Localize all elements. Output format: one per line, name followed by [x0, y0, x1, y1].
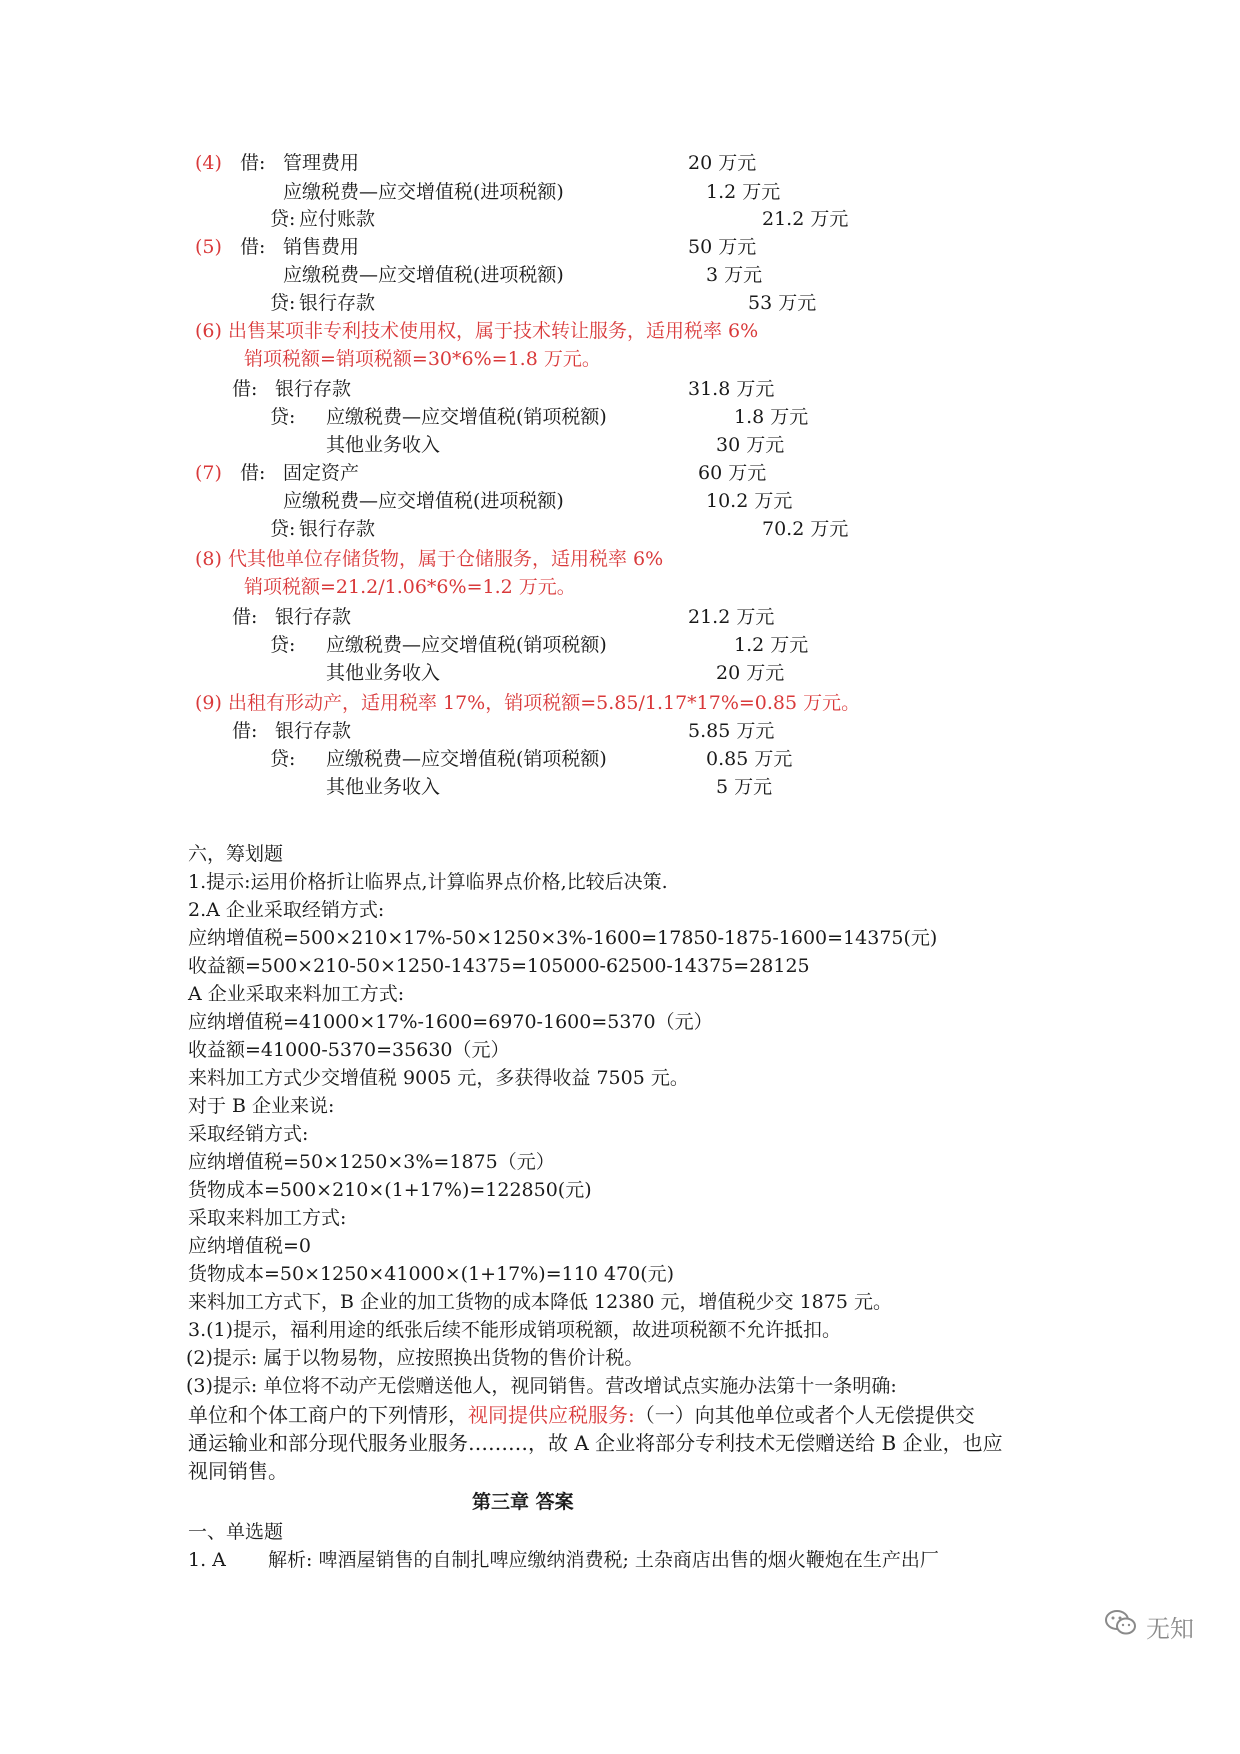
debit-label: 借:	[240, 152, 266, 174]
amount: 30 万元	[716, 434, 785, 456]
debit-label: 借:	[232, 606, 258, 628]
amount: 3 万元	[706, 264, 763, 286]
debit-label: 借:	[240, 462, 266, 484]
amount: 5 万元	[716, 776, 773, 798]
planning-line: 采取经销方式:	[188, 1123, 309, 1145]
credit-label: 贷:	[270, 406, 296, 428]
credit-label: 贷:	[270, 748, 296, 770]
amount: 0.85 万元	[706, 748, 793, 770]
amount: 50 万元	[688, 236, 757, 258]
account-name: 其他业务收入	[326, 776, 441, 798]
amount: 70.2 万元	[762, 518, 849, 540]
amount: 31.8 万元	[688, 378, 775, 400]
planning-line: 2.A 企业采取经销方式:	[188, 899, 385, 921]
planning-line: 货物成本=50×1250×41000×(1+17%)=110 470(元)	[188, 1263, 675, 1285]
debit-label: 借:	[232, 378, 258, 400]
section-heading: 一、单选题	[188, 1521, 284, 1543]
planning-line: A 企业采取来料加工方式:	[188, 983, 405, 1005]
account-name: 应缴税费—应交增值税(进项税额)	[283, 181, 564, 203]
amount: 60 万元	[698, 462, 767, 484]
entry-note: (8) 代其他单位存储货物，属于仓储服务，适用税率 6%	[195, 548, 664, 570]
planning-line: 来料加工方式下，B 企业的加工货物的成本降低 12380 元，增值税少交 1875 元。	[188, 1291, 892, 1313]
para-a: 单位和个体工商户的下列情形，	[188, 1403, 468, 1427]
planning-line: 应纳增值税=50×1250×3%=1875（元）	[188, 1151, 555, 1173]
amount: 20 万元	[716, 662, 785, 684]
planning-line: 收益额=41000-5370=35630（元）	[188, 1039, 510, 1061]
entry-number: (7)	[195, 462, 222, 484]
account-name: 银行存款	[299, 518, 376, 540]
account-name: 管理费用	[283, 152, 360, 174]
planning-line: 货物成本=500×210×(1+17%)=122850(元)	[188, 1179, 592, 1201]
planning-line: 来料加工方式少交增值税 9005 元，多获得收益 7505 元。	[188, 1067, 689, 1089]
entry-note: (9) 出租有形动产，适用税率 17%，销项税额=5.85/1.17*17%=0.85 万元。	[195, 692, 861, 714]
amount: 1.8 万元	[734, 406, 809, 428]
planning-line: (3)提示: 单位将不动产无偿赠送他人，视同销售。营改增试点实施办法第十一条明确:	[186, 1375, 897, 1397]
entry-number: (4)	[195, 152, 222, 174]
amount: 1.2 万元	[734, 634, 809, 656]
planning-line: (2)提示: 属于以物易物，应按照换出货物的售价计税。	[186, 1347, 644, 1369]
planning-line: 对于 B 企业来说:	[188, 1095, 335, 1117]
entry-note: 销项税额=销项税额=30*6%=1.8 万元。	[244, 348, 601, 370]
account-name: 应缴税费—应交增值税(销项税额)	[326, 748, 607, 770]
account-name: 其他业务收入	[326, 434, 441, 456]
account-name: 固定资产	[283, 462, 360, 484]
credit-label: 贷:	[270, 518, 296, 540]
amount: 53 万元	[748, 292, 817, 314]
account-name: 应缴税费—应交增值税(销项税额)	[326, 634, 607, 656]
planning-line: 应纳增值税=500×210×17%-50×1250×3%-1600=17850-1875-1600=14375(元)	[188, 927, 938, 949]
chapter-title: 第三章 答案	[472, 1491, 574, 1513]
account-name: 应缴税费—应交增值税(销项税额)	[326, 406, 607, 428]
watermark	[1104, 1606, 1214, 1646]
account-name: 银行存款	[275, 606, 352, 628]
question-1-number: 1. A	[188, 1549, 226, 1571]
planning-line: 3.(1)提示，福利用途的纸张后续不能形成销项税额，故进项税额不允许抵扣。	[188, 1319, 842, 1341]
planning-heading: 六，筹划题	[188, 843, 284, 865]
account-name: 银行存款	[299, 292, 376, 314]
account-name: 应付账款	[299, 208, 376, 230]
entry-note: 销项税额=21.2/1.06*6%=1.2 万元。	[244, 576, 576, 598]
planning-line: 应纳增值税=0	[188, 1235, 312, 1257]
planning-paragraph-3: 视同销售。	[188, 1459, 288, 1483]
amount: 21.2 万元	[688, 606, 775, 628]
planning-line: 采取来料加工方式:	[188, 1207, 347, 1229]
para-b: （一）向其他单位或者个人无偿提供交	[634, 1403, 975, 1427]
credit-label: 贷:	[270, 292, 296, 314]
entry-note: (6) 出售某项非专利技术使用权，属于技术转让服务，适用税率 6%	[195, 320, 759, 342]
wechat-icon	[1104, 1609, 1138, 1643]
question-1-text: 解析: 啤酒屋销售的自制扎啤应缴纳消费税; 土杂商店出售的烟火鞭炮在生产出厂	[268, 1549, 939, 1571]
planning-line: 收益额=500×210-50×1250-14375=105000-62500-14375=28125	[188, 955, 810, 977]
account-name: 销售费用	[283, 236, 360, 258]
amount: 1.2 万元	[706, 181, 781, 203]
amount: 5.85 万元	[688, 720, 775, 742]
planning-line: 1.提示:运用价格折让临界点,计算临界点价格,比较后决策.	[188, 871, 668, 893]
para-red: 视同提供应税服务:	[468, 1403, 635, 1427]
watermark-text: 无知	[1146, 1614, 1194, 1643]
account-name: 银行存款	[275, 378, 352, 400]
planning-line: 应纳增值税=41000×17%-1600=6970-1600=5370（元）	[188, 1011, 713, 1033]
amount: 21.2 万元	[762, 208, 849, 230]
credit-label: 贷:	[270, 634, 296, 656]
account-name: 其他业务收入	[326, 662, 441, 684]
entry-number: (5)	[195, 236, 222, 258]
planning-paragraph-2: 通运输业和部分现代服务业服务………，故 A 企业将部分专利技术无偿赠送给 B 企业，也应	[188, 1431, 1003, 1455]
credit-label: 贷:	[270, 208, 296, 230]
debit-label: 借:	[232, 720, 258, 742]
planning-paragraph-1	[188, 1403, 975, 1427]
account-name: 应缴税费—应交增值税(进项税额)	[283, 264, 564, 286]
debit-label: 借:	[240, 236, 266, 258]
account-name: 银行存款	[275, 720, 352, 742]
account-name: 应缴税费—应交增值税(进项税额)	[283, 490, 564, 512]
amount: 20 万元	[688, 152, 757, 174]
amount: 10.2 万元	[706, 490, 793, 512]
